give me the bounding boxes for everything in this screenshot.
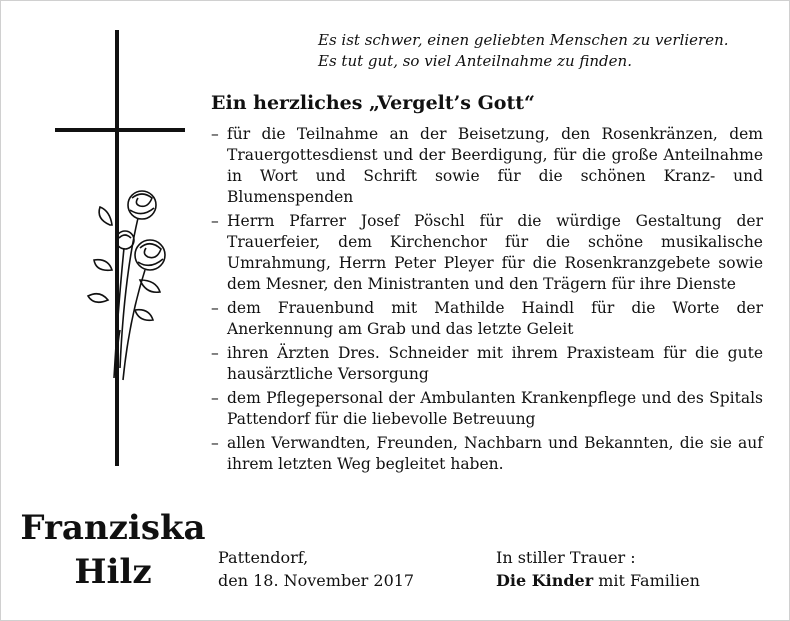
dash: – <box>211 125 219 143</box>
list-item-text: Herrn Pfarrer Josef Pöschl für die würdige Gestaltung der Trauerfeier, dem Kirchenchor für die schöne musikalische Umrahmung, Herrn Peter Pleyer für die Rosenkranzgebete sowie dem Mesner, den Ministranten und den Trägern für ihre Dienste <box>227 212 763 293</box>
last-name: Hilz <box>74 552 152 592</box>
place-date <box>218 546 414 592</box>
dash: – <box>211 212 219 230</box>
mourning-signature <box>496 546 700 592</box>
signature-bold: Die Kinder <box>496 571 594 590</box>
thanks-list <box>211 124 763 478</box>
list-item <box>211 433 763 475</box>
notice-date: den 18. November 2017 <box>218 571 415 590</box>
list-item-text: dem Frauenbund mit Mathilde Haindl für die Worte der Anerkennung am Grab und das letzte Geleit <box>227 299 763 338</box>
signature-rest: mit Familien <box>593 571 700 590</box>
dash: – <box>211 434 219 452</box>
place-city: Pattendorf, <box>218 548 309 567</box>
list-item <box>211 124 763 208</box>
list-item-text: für die Teilnahme an der Beisetzung, den Rosenkränzen, dem Trauergottesdienst und der Beerdigung, für die große Anteilnahme in Wort und Schrift sowie für die schönen Kranz- und Blumenspenden <box>227 125 763 206</box>
signature-line <box>496 569 700 592</box>
list-item <box>211 343 763 385</box>
dash: – <box>211 299 219 317</box>
list-item-text: allen Verwandten, Freunden, Nachbarn und Bekannten, die sie auf ihrem letzten Weg begleitet haben. <box>227 434 763 473</box>
list-item-text: dem Pflegepersonal der Ambulanten Krankenpflege und des Spitals Pattendorf für die liebevolle Betreuung <box>227 389 763 428</box>
deceased-name <box>18 506 208 594</box>
first-name: Franziska <box>20 508 206 548</box>
headline: Ein herzliches „Vergelt’s Gott“ <box>211 92 535 114</box>
mourning-line: In stiller Trauer : <box>496 548 636 567</box>
list-item <box>211 388 763 430</box>
cross-with-roses-icon <box>50 30 200 470</box>
list-item-text: ihren Ärzten Dres. Schneider mit ihrem Praxisteam für die gute hausärztliche Versorgung <box>227 344 763 383</box>
quote-line-2: Es tut gut, so viel Anteilnahme zu finden. <box>318 52 632 70</box>
list-item <box>211 211 763 295</box>
opening-quote <box>300 30 778 72</box>
quote-line-1: Es ist schwer, einen geliebten Menschen zu verlieren. <box>318 31 729 49</box>
list-item <box>211 298 763 340</box>
dash: – <box>211 389 219 407</box>
dash: – <box>211 344 219 362</box>
